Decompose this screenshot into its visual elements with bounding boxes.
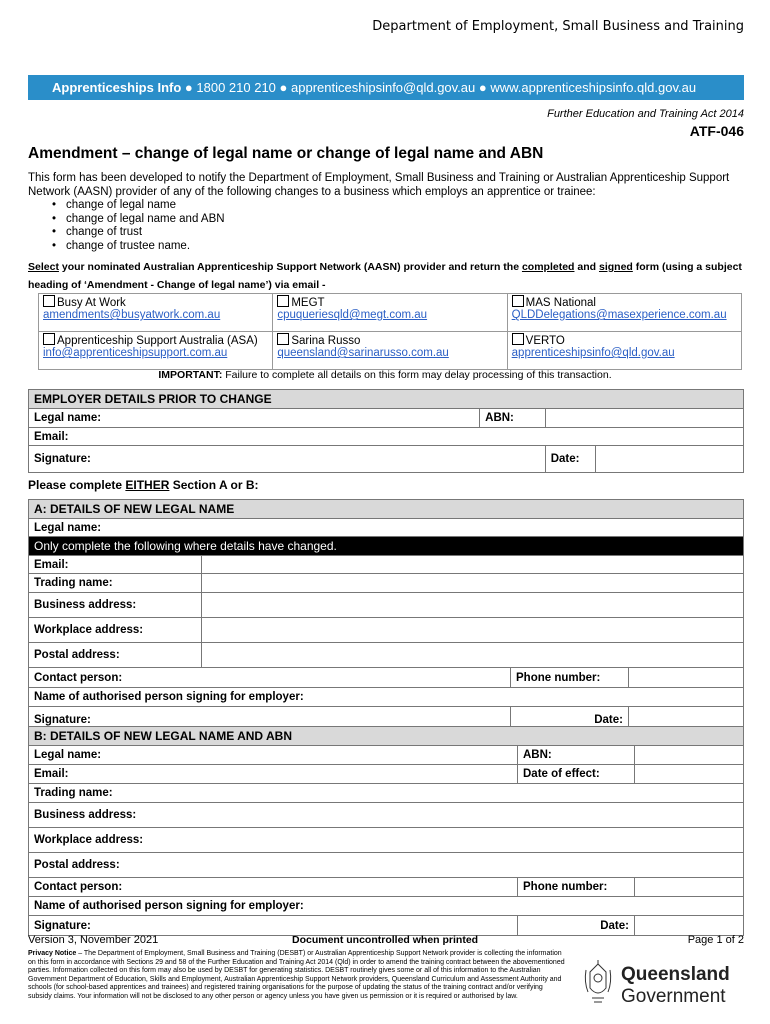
- info-bar: [28, 75, 744, 100]
- info-website[interactable]: www.apprenticeshipsinfo.qld.gov.au: [490, 80, 697, 95]
- section-heading: EMPLOYER DETAILS PRIOR TO CHANGE: [29, 390, 744, 409]
- department-name: Department of Employment, Small Business and Training: [372, 19, 744, 34]
- employer-details-table: [28, 389, 744, 473]
- workplace-address-field[interactable]: Workplace address:: [29, 828, 744, 853]
- email-field[interactable]: Email:: [29, 765, 518, 784]
- abn-label: ABN:: [518, 746, 635, 765]
- signature-field[interactable]: Signature:: [29, 916, 518, 936]
- contact-person-field[interactable]: Contact person:: [29, 878, 518, 897]
- trading-name-field[interactable]: Trading name:: [29, 784, 744, 803]
- section-heading: B: DETAILS OF NEW LEGAL NAME AND ABN: [29, 727, 744, 746]
- checkbox[interactable]: [277, 333, 289, 345]
- phone-field[interactable]: [635, 878, 744, 897]
- form-code: ATF-046: [689, 123, 744, 139]
- provider-table: [38, 293, 742, 370]
- checkbox[interactable]: [512, 333, 524, 345]
- date-label: Date:: [518, 916, 635, 936]
- postal-address-field[interactable]: [202, 643, 744, 668]
- privacy-notice: Privacy Notice – The Department of Employment, Small Business and Training (DESBT) or Australian Apprenticeship Support Network provider is collecting the information on this form in accordance with Sections 29 and 58 of the Further Education and Training Act 2014 (Qld) in order to amend the training contract between the abovementioned parties. Information collected on this form may also be used by DESBT for generating statistics. DESBT routinely gives some or all of this information to the Australian Government Department of Education, Skills and Employment, Australian Apprenticeship Support Network providers, Queensland Curriculum and Assessment Authority and schools (for school-based apprentices and trainees) and registered training organisations for the purpose of updating the status of the training contract and/or verifying subsidy claims. Your information will not be disclosed to any other person or agency unless you have given us permission or it is required or authorised by law.: [28, 950, 565, 1000]
- list-item: • change of trust: [52, 226, 748, 240]
- legal-name-field[interactable]: Legal name:: [29, 409, 480, 428]
- legal-name-field[interactable]: Legal name:: [29, 519, 744, 537]
- section-heading: A: DETAILS OF NEW LEGAL NAME: [29, 500, 744, 519]
- change-list: [28, 199, 748, 253]
- authorised-person-field[interactable]: Name of authorised person signing for employer:: [29, 688, 744, 707]
- provider-asa: Apprenticeship Support Australia (ASA) info@apprenticeshipsupport.com.au: [39, 332, 273, 370]
- list-item: • change of legal name: [52, 199, 748, 213]
- business-address-field[interactable]: Business address:: [29, 803, 744, 828]
- version: Version 3, November 2021: [28, 934, 159, 946]
- provider-megt: MEGT cpuqueriesqld@megt.com.au: [273, 294, 507, 332]
- provider-mas-national: MAS National QLDDelegations@masexperience.com.au: [507, 294, 741, 332]
- abn-field[interactable]: [545, 409, 743, 428]
- date-label: Date:: [511, 707, 629, 733]
- date-field[interactable]: [635, 916, 744, 936]
- checkbox[interactable]: [43, 295, 55, 307]
- phone-label: Phone number:: [518, 878, 635, 897]
- either-instruction: Please complete EITHER Section A or B:: [28, 478, 259, 492]
- logo-line-2: Government: [621, 986, 726, 1007]
- email-field[interactable]: [202, 556, 744, 574]
- checkbox[interactable]: [277, 295, 289, 307]
- provider-email-link[interactable]: info@apprenticeshipsupport.com.au: [43, 347, 228, 359]
- page-number: Page 1 of 2: [687, 934, 744, 946]
- abn-field[interactable]: [635, 746, 744, 765]
- email-label: Email:: [29, 556, 202, 574]
- bullet-icon: ●: [184, 80, 197, 95]
- signature-field[interactable]: Signature:: [29, 707, 511, 733]
- select-instruction: Select your nominated Australian Apprenticeship Support Network (AASN) provider and return the completed and signed form (using a subject heading of ‘Amendment - Change of legal name’) via email -: [28, 261, 742, 291]
- date-label: Date:: [545, 446, 595, 473]
- provider-email-link[interactable]: queensland@sarinarusso.com.au: [277, 347, 449, 359]
- phone-field[interactable]: [629, 668, 744, 688]
- logo-line-1: Queensland: [621, 964, 730, 985]
- info-title: Apprenticeships Info: [52, 80, 182, 95]
- section-a-table: [28, 499, 744, 733]
- date-field[interactable]: [595, 446, 743, 473]
- contact-person-field[interactable]: Contact person:: [29, 668, 511, 688]
- abn-label: ABN:: [480, 409, 546, 428]
- bullet-icon: ●: [478, 80, 491, 95]
- section-b-table: [28, 726, 744, 936]
- trading-name-label: Trading name:: [29, 574, 202, 593]
- provider-sarina-russo: Sarina Russo queensland@sarinarusso.com.au: [273, 332, 507, 370]
- intro-text: This form has been developed to notify the Department of Employment, Small Business and Training or Australian Apprenticeship Support Network (AASN) provider of any of the following changes to a business which employs an apprentice or trainee:: [28, 172, 730, 198]
- provider-email-link[interactable]: amendments@busyatwork.com.au: [43, 309, 221, 321]
- provider-verto: VERTO apprenticeshipsinfo@qld.gov.au: [507, 332, 741, 370]
- provider-email-link[interactable]: cpuqueriesqld@megt.com.au: [277, 309, 428, 321]
- signature-field[interactable]: Signature:: [29, 446, 546, 473]
- list-item: • change of trustee name.: [52, 240, 748, 254]
- workplace-address-label: Workplace address:: [29, 618, 202, 643]
- checkbox[interactable]: [512, 295, 524, 307]
- checkbox[interactable]: [43, 333, 55, 345]
- provider-email-link[interactable]: apprenticeshipsinfo@qld.gov.au: [511, 347, 675, 359]
- list-item: • change of legal name and ABN: [52, 213, 748, 227]
- page-title: Amendment – change of legal name or change of legal name and ABN: [28, 145, 544, 162]
- bullet-icon: ●: [279, 80, 292, 95]
- date-of-effect-label: Date of effect:: [518, 765, 635, 784]
- business-address-field[interactable]: [202, 593, 744, 618]
- provider-busy-at-work: Busy At Work amendments@busyatwork.com.au: [39, 294, 273, 332]
- workplace-address-field[interactable]: [202, 618, 744, 643]
- section-note: Only complete the following where details have changed.: [29, 537, 744, 556]
- postal-address-field[interactable]: Postal address:: [29, 853, 744, 878]
- provider-email-link[interactable]: QLDDelegations@masexperience.com.au: [511, 309, 727, 321]
- date-of-effect-field[interactable]: [635, 765, 744, 784]
- trading-name-field[interactable]: [202, 574, 744, 593]
- phone-label: Phone number:: [511, 668, 629, 688]
- important-note: IMPORTANT: Failure to complete all details on this form may delay processing of this transaction.: [158, 369, 612, 381]
- authorised-person-field[interactable]: Name of authorised person signing for employer:: [29, 897, 744, 916]
- info-email[interactable]: apprenticeshipsinfo@qld.gov.au: [291, 80, 476, 95]
- email-field[interactable]: Email:: [29, 428, 744, 446]
- legal-name-field[interactable]: Legal name:: [29, 746, 518, 765]
- postal-address-label: Postal address:: [29, 643, 202, 668]
- uncontrolled-notice: Document uncontrolled when printed: [292, 934, 479, 946]
- info-phone[interactable]: 1800 210 210: [196, 80, 276, 95]
- business-address-label: Business address:: [29, 593, 202, 618]
- act-reference: Further Education and Training Act 2014: [547, 108, 744, 120]
- intro: [28, 172, 748, 253]
